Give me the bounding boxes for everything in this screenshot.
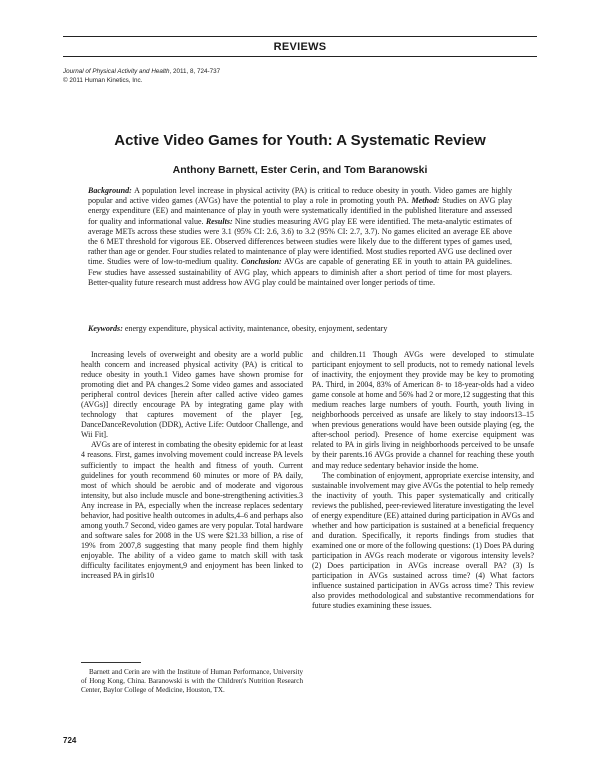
footnote-divider xyxy=(81,662,141,663)
body-paragraph: Increasing levels of overweight and obesity are a world public health concern and increased physical activity (PA) is critical to reduce obesity in youth.1 Video games have shown promise for promoting diet and PA changes.2 Some video games and associated peripheral control devices [herein after called active video games (AVGs)] directly encourage PA by integrating game play with technology that captures movement of the player [eg, DanceDanceRevolution (DDR), Active Life: Outdoor Challenge, and Wii Fit]. xyxy=(81,350,303,440)
keywords-text: energy expenditure, physical activity, maintenance, obesity, enjoyment, sedentary xyxy=(122,324,388,333)
header-rule-bottom xyxy=(63,56,537,57)
keywords-label: Keywords: xyxy=(88,324,123,333)
keywords xyxy=(88,324,512,334)
article-title: Active Video Games for Youth: A Systematic Review xyxy=(114,132,486,149)
abstract-method-label: Method: xyxy=(411,196,440,206)
body-paragraph: The combination of enjoyment, appropriate exercise intensity, and sustainable involvement may give AVGs the potential to help remedy the inactivity of youth. This paper systematically and critically reviews the published, peer-reviewed literature investigating the level of energy expenditure (EE) attained during participation in AVGs and whether and how participation is sustained at a beneficial frequency and duration. Specifically, it reports findings from studies that examined one or more of the following questions: (1) Does PA during participation in AVGs reach moderate or vigorous intensity levels? (2) Does participation in AVGs increase overall PA? (3) Is participation in AVGs sustained across time? (4) What factors influence sustained participation in AVGs across time? This review also provides methodological and substantive recommendations for future studies examining these issues. xyxy=(312,470,534,611)
page-number: 724 xyxy=(63,736,77,745)
abstract-background-label: Background: xyxy=(88,186,132,195)
author-affiliation-footnote xyxy=(81,668,303,696)
abstract-background: A population level increase in physical activity (PA) is critical to reduce obesity in youth. Video games are highly popular and active video games (AVGs) have the potential to play a role in promoting youth PA. xyxy=(88,186,512,206)
abstract xyxy=(88,186,512,288)
abstract-conclusion-label: Conclusion: xyxy=(240,257,282,267)
abstract-method: Studies on AVG play energy expenditure (EE) and maintenance of play in youth were systematically identified in the published literature and assessed for quality and informational value. xyxy=(88,196,512,226)
abstract-results-label: Results: xyxy=(205,216,233,226)
journal-copyright: © 2011 Human Kinetics, Inc. xyxy=(63,76,143,84)
article-authors: Anthony Barnett, Ester Cerin, and Tom Baranowski xyxy=(172,164,428,176)
abstract-conclusion: AVGs are capable of generating EE in youth to attain PA guidelines. Few studies have assessed sustainability of AVG play, which appears to diminish after a short period of time for most players. Better-quality future research must address how AVG play could be maintained over longer periods of time. xyxy=(88,257,512,287)
section-label: REVIEWS xyxy=(273,41,327,53)
journal-citation: , 2011, 8, 724-737 xyxy=(169,68,221,75)
abstract-results: Nine studies measuring AVG play EE were identified. The meta-analytic estimates of average METs across these studies were 3.1 (95% CI: 2.6, 3.6) to 3.2 (95% CI: 2.7, 3.7). No games elicited an average EE above the 6 MET threshold for vigorous EE. Observed differences between studies were likely due to the different types of games used, rather than age or gender. Four studies related to maintenance of play were identified. Most studies reported AVG use declined over time. Studies were of low-to-medium quality. xyxy=(88,216,512,267)
journal-name: Journal of Physical Activity and Health xyxy=(63,68,170,75)
body-column-right xyxy=(312,350,534,611)
footnote-text: Barnett and Cerin are with the Institute of Human Performance, University of Hong Kong, China. Baranowski is with the Children's Nutrition Research Center, Baylor College of Medicine, Houston, TX. xyxy=(81,668,303,695)
header-rule-top xyxy=(63,36,537,37)
journal-info xyxy=(63,68,220,85)
body-paragraph: AVGs are of interest in combating the obesity epidemic for at least 4 reasons. First, games involving movement could increase PA levels sufficiently to impact the health and fitness of youth. Current guidelines for youth recommend 60 minutes or more of PA daily, most of which should be aerobic and of moderate and vigorous intensity, but also include muscle and bone-strengthening activities.3 Any increase in PA, especially when the increase replaces sedentary behavior, had positive health outcomes in adults,4–6 and perhaps also among youth.7 Second, video games are very popular. Total hardware and software sales for 2008 in the US were $21.33 billion, a rise of 19% from 2007,8 suggesting that many people find them highly enjoyable. The ability of a video game to match skill with task difficulty facilitates enjoyment,9 and enjoyment has been linked to increased PA in girls10 xyxy=(81,440,303,581)
body-paragraph: and children.11 Though AVGs were developed to stimulate participant enjoyment to sell products, not to remedy national levels of inactivity, the enjoyment they provide may be key to promoting PA. Third, in 2004, 83% of American 8- to 18-year-olds had a video game console at home and 56% had 2 or more,12 suggesting that this medium reaches large numbers of youth. Fourth, youth living in neighborhoods perceived as unsafe are likely to stay indoors13–15 when previous generations would have been outside playing (eg, the after-school period). Presence of home exercise equipment was related to PA in girls living in neighborhoods perceived to be unsafe by their parents.16 AVGs provide a channel for reaching these youth and may reduce sedentary behavior inside the home. xyxy=(312,350,534,470)
body-column-left xyxy=(81,350,303,581)
